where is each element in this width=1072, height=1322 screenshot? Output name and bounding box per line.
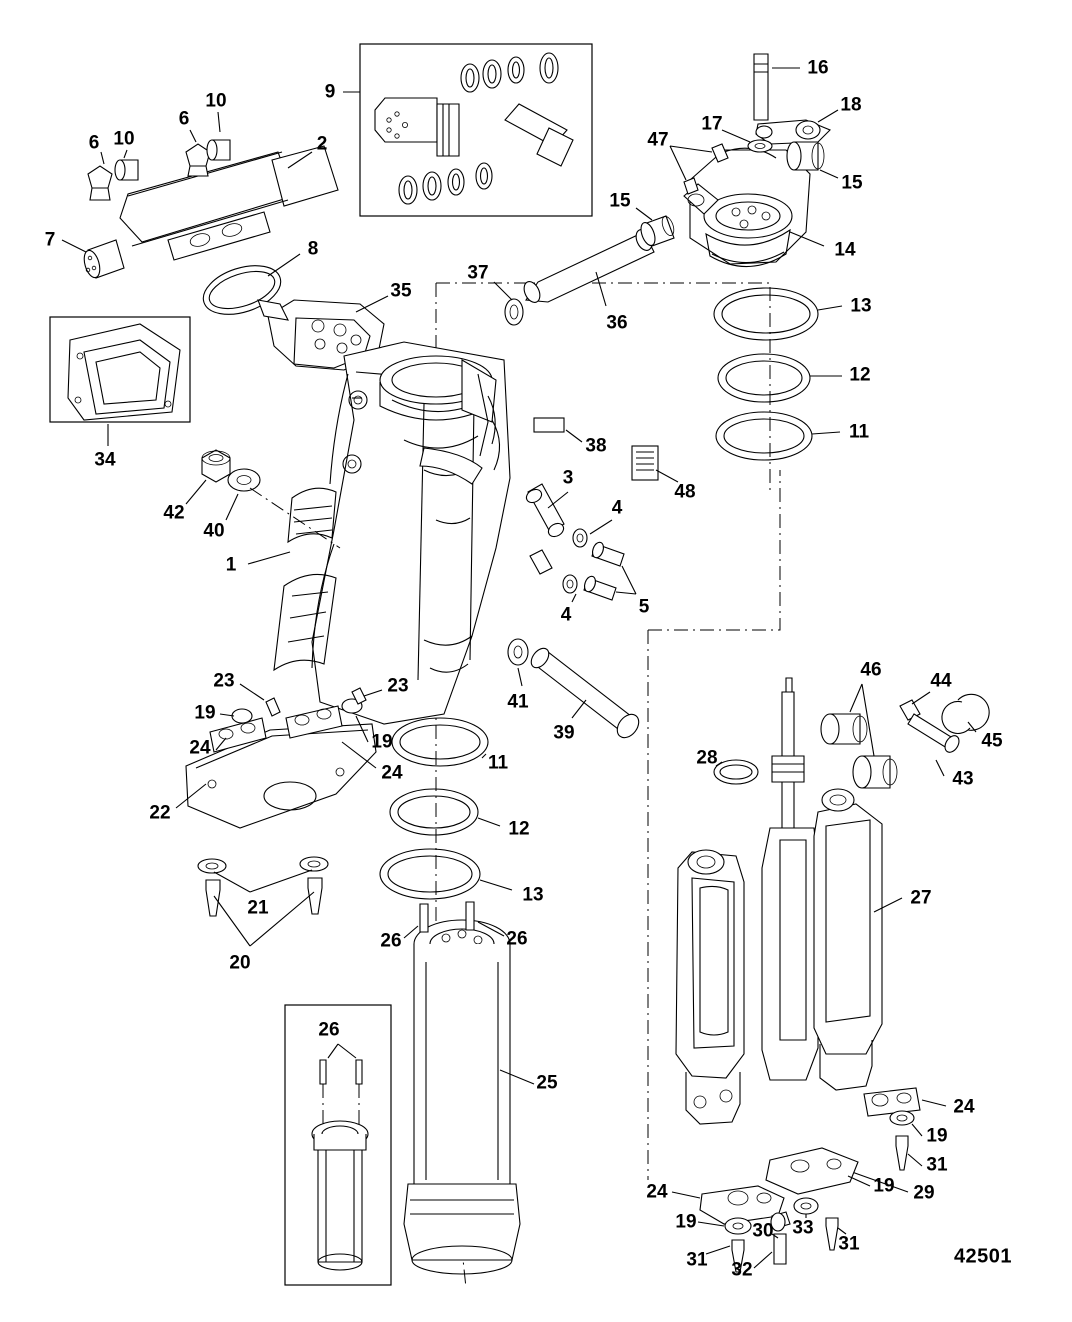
callout-number: 24	[646, 1181, 668, 1203]
parts-39-41-bolt	[508, 639, 643, 742]
callout-number: 2	[316, 133, 328, 155]
callout-number: 9	[324, 81, 336, 103]
callout-number: 29	[913, 1182, 935, 1204]
callout-number: 19	[926, 1125, 948, 1147]
callout-number: 19	[194, 702, 216, 724]
callout-number: 22	[149, 802, 171, 824]
part-1-swivel-bracket	[248, 342, 510, 724]
part-26-inset	[312, 1044, 368, 1270]
callout-number: 17	[701, 113, 723, 135]
callout-number: 46	[860, 659, 882, 681]
callout-number: 26	[318, 1019, 340, 1041]
callout-number: 25	[536, 1072, 558, 1094]
part-34-bracket-inset	[68, 324, 180, 446]
callout-number: 5	[638, 596, 650, 618]
callout-number: 36	[606, 312, 628, 334]
callout-number: 6	[88, 132, 100, 154]
callout-number: 23	[213, 670, 235, 692]
callout-number: 42	[163, 502, 185, 524]
part-28-oring	[714, 760, 758, 784]
callout-number: 4	[611, 497, 623, 519]
callout-number: 1	[225, 554, 237, 576]
callout-number: 15	[841, 172, 863, 194]
callout-number: 8	[307, 238, 319, 260]
callout-number: 10	[113, 128, 135, 150]
callout-number: 38	[585, 435, 607, 457]
callout-number: 12	[508, 818, 530, 840]
part-40-washer	[226, 469, 340, 548]
callout-number: 41	[507, 691, 529, 713]
part-2-trim-cylinder	[62, 108, 338, 279]
assembly-axis-right-upper	[648, 470, 780, 630]
callout-number: 28	[696, 747, 718, 769]
callout-number: 16	[807, 57, 829, 79]
callout-number: 34	[94, 449, 116, 471]
callout-number: 39	[553, 722, 575, 744]
callout-number: 35	[390, 280, 412, 302]
callout-number: 11	[848, 421, 870, 443]
part-27-trim-cylinders	[676, 678, 902, 1124]
callout-number: 21	[247, 897, 269, 919]
callout-number: 4	[560, 604, 572, 626]
parts-36-37-pin	[494, 208, 676, 325]
callout-number: 48	[674, 481, 696, 503]
callout-number: 24	[189, 737, 211, 759]
callout-number: 32	[731, 1259, 753, 1281]
parts-11-12-13-upper-seals	[714, 288, 842, 460]
parts-lower-right-hardware	[672, 1088, 946, 1272]
part-42-nut	[186, 450, 230, 504]
callout-number: 30	[752, 1220, 774, 1242]
callout-number: 7	[44, 229, 56, 251]
callout-number: 20	[229, 952, 251, 974]
callout-number: 24	[953, 1096, 975, 1118]
callout-number: 10	[205, 90, 227, 112]
callout-number: 23	[387, 675, 409, 697]
callout-number: 3	[562, 467, 574, 489]
callout-number: 13	[522, 884, 544, 906]
callout-number: 19	[873, 1175, 895, 1197]
callout-number: 45	[981, 730, 1003, 752]
callout-number: 26	[380, 930, 402, 952]
callout-number: 12	[849, 364, 871, 386]
callout-number: 24	[381, 762, 403, 784]
callout-number: 33	[792, 1217, 814, 1239]
callout-number: 18	[840, 94, 862, 116]
callout-number: 6	[178, 108, 190, 130]
callout-number: 31	[686, 1249, 708, 1271]
part-9-seal-kit	[343, 53, 573, 204]
callout-number: 31	[926, 1154, 948, 1176]
callout-number: 44	[930, 670, 952, 692]
callout-number: 19	[675, 1211, 697, 1233]
callout-number: 11	[487, 752, 509, 774]
callout-number: 13	[850, 295, 872, 317]
callout-number: 47	[647, 129, 669, 151]
callout-number: 37	[467, 262, 489, 284]
callout-number: 14	[834, 239, 856, 261]
diagram-id-label: 42501	[953, 1245, 1013, 1268]
callout-number: 27	[910, 887, 932, 909]
callout-number: 40	[203, 520, 225, 542]
callout-number: 31	[838, 1233, 860, 1255]
callout-number: 19	[371, 731, 393, 753]
callout-number: 26	[506, 928, 528, 950]
callout-number: 15	[609, 190, 631, 212]
parts-11-12-13-lower-seals	[380, 718, 512, 899]
part-25-swivel-tube	[404, 902, 534, 1274]
callout-number: 43	[952, 768, 974, 790]
